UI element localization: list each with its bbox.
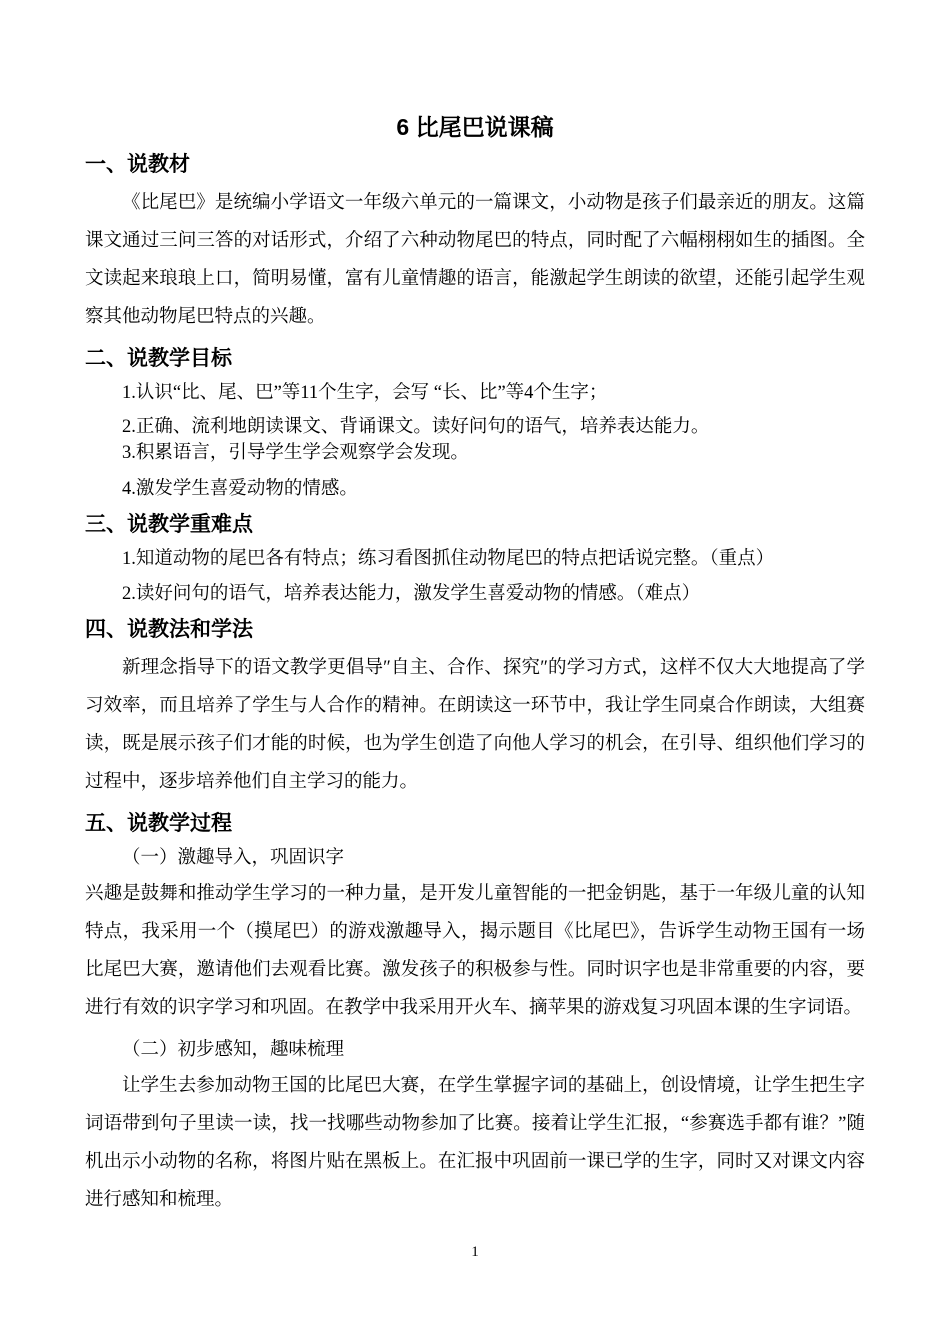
section-heading-jiaoxue-guocheng: 五、说教学过程 — [85, 812, 232, 835]
objective-item-3: 3.积累语言，引导学生学会观察学会发现。 — [122, 443, 469, 463]
section-paragraph-jiaofa-xuefa: 新理念指导下的语文教学更倡导″自主、合作、探究″的学习方式，这样不仅大大地提高了学习效率，而且培养了学生与人合作的精神。在朗读这一环节中，我让学生同桌合作朗读，大组赛读，既是展示孩子们才能的时候，也为学生创造了向他人学习的机会，在引导、组织他们学习的过程中，逐步培养他们自主学习的能力。 — [85, 658, 865, 792]
section-heading-jiaoxue-mubiao: 二、说教学目标 — [85, 347, 232, 370]
section-heading-jiaofa-xuefa: 四、说教法和学法 — [85, 618, 253, 641]
page-number: 1 — [471, 1244, 479, 1260]
document-title: 6 比尾巴说课稿 — [396, 114, 554, 140]
subsection-paragraph-1: 兴趣是鼓舞和推动学生学习的一种力量，是开发儿童智能的一把金钥匙，基于一年级儿童的认知特点，我采用一个（摸尾巴）的游戏激趣导入，揭示题目《比尾巴》，告诉学生动物王国有一场比尾巴大赛，邀请他们去观看比赛。激发孩子的积极参与性。同时识字也是非常重要的内容，要进行有效的识字学习和巩固。在教学中我采用开火车、摘苹果的游戏复习巩固本课的生字词语。 — [85, 884, 865, 1018]
section-heading-zhongnandian: 三、说教学重难点 — [85, 513, 253, 536]
section-heading-shuojiaocai: 一、说教材 — [85, 153, 190, 176]
section-paragraph-shuojiaocai: 《比尾巴》是统编小学语文一年级六单元的一篇课文，小动物是孩子们最亲近的朋友。这篇课文通过三问三答的对话形式，介绍了六种动物尾巴的特点，同时配了六幅栩栩如生的插图。全文读起来琅琅上口，简明易懂，富有儿童情趣的语言，能激起学生朗读的欲望，还能引起学生观察其他动物尾巴特点的兴趣。 — [85, 193, 865, 327]
objective-item-4: 4.激发学生喜爱动物的情感。 — [122, 479, 358, 499]
keypoint-item-2: 2.读好问句的语气，培养表达能力，激发学生喜爱动物的情感。（难点） — [122, 584, 701, 604]
subsection-paragraph-2: 让学生去参加动物王国的比尾巴大赛，在学生掌握字词的基础上，创设情境，让学生把生字词语带到句子里读一读，找一找哪些动物参加了比赛。接着让学生汇报，“参赛选手都有谁？”随机出示小动物的名称，将图片贴在黑板上。在汇报中巩固前一课已学的生字，同时又对课文内容进行感知和梳理。 — [85, 1076, 865, 1210]
subsection-heading-2: （二）初步感知，趣味梳理 — [122, 1040, 345, 1060]
subsection-heading-1: （一）激趣导入，巩固识字 — [122, 848, 345, 868]
objective-item-1: 1.认识“比、尾、巴”等11个生字，会写 “长、比”等4个生字； — [122, 383, 608, 403]
keypoint-item-1: 1.知道动物的尾巴各有特点；练习看图抓住动物尾巴的特点把话说完整。（重点） — [122, 549, 775, 569]
objective-item-2: 2.正确、流利地朗读课文、背诵课文。读好问句的语气，培养表达能力。 — [122, 417, 710, 437]
